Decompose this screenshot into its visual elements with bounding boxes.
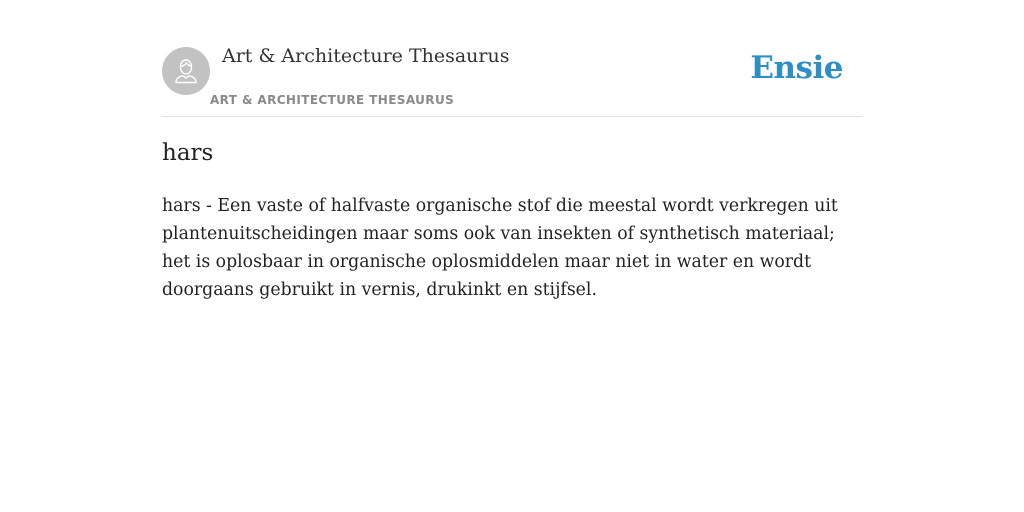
term-title: hars: [162, 140, 214, 166]
user-silhouette-icon: [171, 56, 201, 86]
source-title[interactable]: Art & Architecture Thesaurus: [222, 45, 510, 67]
ensie-logo[interactable]: Ensie: [750, 50, 843, 86]
source-subtitle[interactable]: ART & ARCHITECTURE THESAURUS: [210, 93, 455, 107]
source-avatar[interactable]: [162, 47, 210, 95]
page-header: [162, 0, 862, 117]
page-container: [162, 0, 862, 300]
term-definition: hars - Een vaste of halfvaste organische stof die meestal wordt verkregen uit plantenuitscheidingen maar soms ook van insekten of synthetisch materiaal; het is oplosbaar in organische oplosmiddelen maar niet in water en wordt doorgaans gebruikt in vernis, drukinkt en stijfsel.: [162, 196, 838, 300]
